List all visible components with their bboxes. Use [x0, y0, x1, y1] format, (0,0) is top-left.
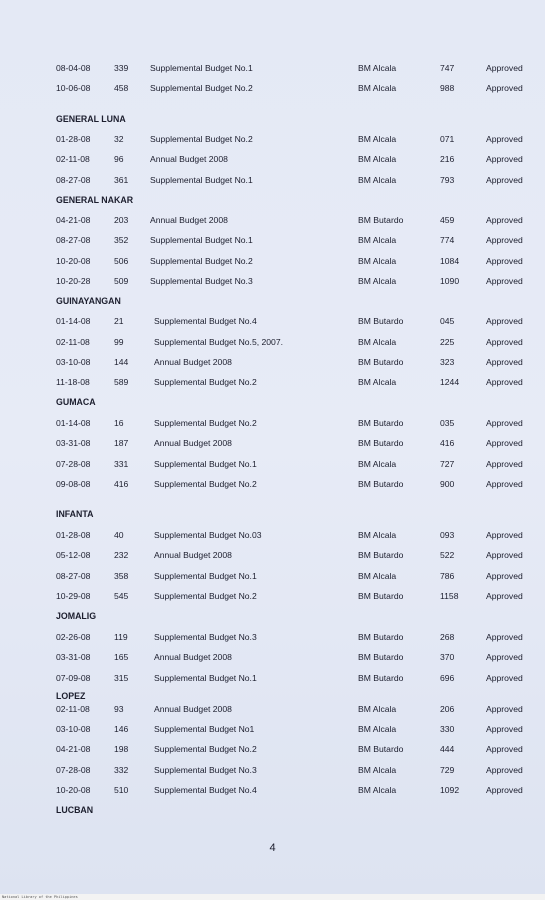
- section-heading: GUINAYANGAN: [56, 296, 121, 306]
- row-ordinance-no: 32: [114, 134, 124, 144]
- row-author: BM Alcala: [358, 256, 397, 266]
- row-author: BM Butardo: [358, 673, 404, 683]
- row-author: BM Alcala: [358, 83, 397, 93]
- row-ordinance-no: 40: [114, 530, 124, 540]
- row-author: BM Alcala: [358, 377, 397, 387]
- row-ordinance-no: 21: [114, 316, 124, 326]
- row-resolution-no: 747: [440, 63, 455, 73]
- row-status: Approved: [486, 63, 523, 73]
- row-date: 03-31-08: [56, 652, 91, 662]
- row-status: Approved: [486, 256, 523, 266]
- row-ordinance-no: 144: [114, 357, 129, 367]
- row-date: 01-28-08: [56, 530, 91, 540]
- row-ordinance-no: 416: [114, 479, 129, 489]
- row-ordinance-no: 119: [114, 632, 128, 642]
- table-row: [0, 722, 545, 736]
- row-title: Supplemental Budget No.2: [154, 377, 257, 387]
- row-date: 02-11-08: [56, 337, 90, 347]
- row-author: BM Butardo: [358, 744, 404, 754]
- table-row: [0, 132, 545, 146]
- row-author: BM Butardo: [358, 550, 404, 560]
- table-row: [0, 233, 545, 247]
- row-title: Supplemental Budget No.1: [154, 571, 257, 581]
- row-author: BM Alcala: [358, 571, 397, 581]
- row-resolution-no: 774: [440, 235, 455, 245]
- row-ordinance-no: 96: [114, 154, 124, 164]
- row-date: 04-21-08: [56, 744, 91, 754]
- row-resolution-no: 216: [440, 154, 455, 164]
- row-title: Supplemental Budget No.1: [150, 175, 253, 185]
- row-status: Approved: [486, 459, 523, 469]
- row-author: BM Alcala: [358, 704, 397, 714]
- row-status: Approved: [486, 134, 523, 144]
- row-date: 01-14-08: [56, 418, 91, 428]
- row-ordinance-no: 232: [114, 550, 129, 560]
- row-date: 10-20-08: [56, 256, 91, 266]
- row-title: Annual Budget 2008: [154, 438, 232, 448]
- table-row: [0, 254, 545, 268]
- row-date: 03-10-08: [56, 357, 91, 367]
- row-resolution-no: 206: [440, 704, 455, 714]
- row-ordinance-no: 165: [114, 652, 129, 662]
- row-ordinance-no: 93: [114, 704, 124, 714]
- table-row: [0, 528, 545, 542]
- section-heading: GUMACA: [56, 397, 96, 407]
- row-resolution-no: 793: [440, 175, 455, 185]
- row-ordinance-no: 352: [114, 235, 129, 245]
- row-date: 10-20-28: [56, 276, 91, 286]
- row-author: BM Alcala: [358, 63, 397, 73]
- table-row: [0, 763, 545, 777]
- row-title: Supplemental Budget No.2: [150, 83, 253, 93]
- row-status: Approved: [486, 765, 523, 775]
- row-title: Supplemental Budget No.5, 2007.: [154, 337, 283, 347]
- row-status: Approved: [486, 571, 523, 581]
- row-title: Supplemental Budget No.1: [154, 673, 257, 683]
- row-ordinance-no: 187: [114, 438, 129, 448]
- row-author: BM Alcala: [358, 175, 397, 185]
- row-resolution-no: 727: [440, 459, 455, 469]
- row-date: 03-31-08: [56, 438, 91, 448]
- row-ordinance-no: 458: [114, 83, 129, 93]
- row-title: Supplemental Budget No.3: [154, 765, 257, 775]
- row-title: Supplemental Budget No1: [154, 724, 255, 734]
- row-ordinance-no: 332: [114, 765, 129, 775]
- row-status: Approved: [486, 785, 523, 795]
- row-author: BM Butardo: [358, 418, 404, 428]
- row-title: Annual Budget 2008: [154, 704, 232, 714]
- row-status: Approved: [486, 652, 523, 662]
- row-title: Annual Budget 2008: [150, 154, 228, 164]
- row-resolution-no: 729: [440, 765, 455, 775]
- table-row: [0, 436, 545, 450]
- row-author: BM Alcala: [358, 276, 397, 286]
- table-row: [0, 702, 545, 716]
- table-row: [0, 355, 545, 369]
- row-status: Approved: [486, 479, 523, 489]
- row-author: BM Alcala: [358, 530, 397, 540]
- row-resolution-no: 1158: [440, 591, 459, 601]
- row-resolution-no: 696: [440, 673, 455, 683]
- row-resolution-no: 900: [440, 479, 455, 489]
- row-title: Annual Budget 2008: [154, 357, 232, 367]
- row-date: 08-27-08: [56, 175, 91, 185]
- row-ordinance-no: 331: [114, 459, 129, 469]
- row-title: Supplemental Budget No.3: [154, 632, 257, 642]
- row-resolution-no: 330: [440, 724, 455, 734]
- table-row: [0, 589, 545, 603]
- row-date: 07-28-08: [56, 459, 91, 469]
- table-row: [0, 416, 545, 430]
- row-author: BM Butardo: [358, 632, 404, 642]
- row-date: 01-14-08: [56, 316, 91, 326]
- row-status: Approved: [486, 377, 523, 387]
- row-resolution-no: 786: [440, 571, 455, 581]
- row-status: Approved: [486, 316, 523, 326]
- table-row: [0, 213, 545, 227]
- row-resolution-no: 323: [440, 357, 455, 367]
- row-resolution-no: 1244: [440, 377, 460, 387]
- section-heading: JOMALIG: [56, 611, 97, 621]
- row-resolution-no: 416: [440, 438, 455, 448]
- row-status: Approved: [486, 215, 523, 225]
- row-date: 01-28-08: [56, 134, 91, 144]
- row-title: Supplemental Budget No.2: [150, 134, 253, 144]
- row-status: Approved: [486, 744, 523, 754]
- row-status: Approved: [486, 83, 523, 93]
- row-date: 02-11-08: [56, 154, 90, 164]
- row-ordinance-no: 589: [114, 377, 129, 387]
- row-date: 07-09-08: [56, 673, 91, 683]
- row-title: Supplemental Budget No.2: [154, 744, 257, 754]
- row-resolution-no: 1090: [440, 276, 460, 286]
- row-ordinance-no: 358: [114, 571, 129, 581]
- row-title: Supplemental Budget No.2: [154, 591, 257, 601]
- row-author: BM Butardo: [358, 438, 404, 448]
- row-date: 11-18-08: [56, 377, 90, 387]
- row-date: 09-08-08: [56, 479, 91, 489]
- page-number: 4: [269, 842, 276, 854]
- row-date: 10-20-08: [56, 785, 91, 795]
- row-status: Approved: [486, 276, 523, 286]
- row-title: Supplemental Budget No.2: [150, 256, 253, 266]
- row-status: Approved: [486, 337, 523, 347]
- row-resolution-no: 1084: [440, 256, 460, 266]
- row-ordinance-no: 198: [114, 744, 129, 754]
- row-status: Approved: [486, 550, 523, 560]
- row-ordinance-no: 315: [114, 673, 129, 683]
- row-title: Annual Budget 2008: [154, 550, 232, 560]
- row-author: BM Alcala: [358, 724, 397, 734]
- row-resolution-no: 370: [440, 652, 455, 662]
- row-status: Approved: [486, 704, 523, 714]
- row-title: Supplemental Budget No.1: [150, 235, 253, 245]
- section-heading: GENERAL NAKAR: [56, 195, 134, 205]
- row-status: Approved: [486, 724, 523, 734]
- table-row: [0, 335, 545, 349]
- row-author: BM Alcala: [358, 235, 397, 245]
- table-row: [0, 457, 545, 471]
- row-date: 04-21-08: [56, 215, 91, 225]
- row-author: BM Butardo: [358, 652, 404, 662]
- row-ordinance-no: 16: [114, 418, 124, 428]
- row-resolution-no: 268: [440, 632, 455, 642]
- row-resolution-no: 071: [440, 134, 455, 144]
- row-ordinance-no: 509: [114, 276, 129, 286]
- row-author: BM Alcala: [358, 134, 397, 144]
- table-row: [0, 742, 545, 756]
- row-date: 08-27-08: [56, 235, 91, 245]
- row-ordinance-no: 99: [114, 337, 124, 347]
- row-status: Approved: [486, 673, 523, 683]
- row-resolution-no: 035: [440, 418, 455, 428]
- row-resolution-no: 045: [440, 316, 455, 326]
- row-author: BM Butardo: [358, 215, 404, 225]
- table-row: [0, 569, 545, 583]
- row-date: 10-29-08: [56, 591, 91, 601]
- row-status: Approved: [486, 235, 523, 245]
- row-title: Supplemental Budget No.4: [154, 316, 257, 326]
- row-title: Supplemental Budget No.03: [154, 530, 262, 540]
- row-status: Approved: [486, 591, 523, 601]
- table-row: [0, 375, 545, 389]
- row-author: BM Alcala: [358, 785, 397, 795]
- section-heading: INFANTA: [56, 509, 94, 519]
- table-row: [0, 314, 545, 328]
- row-status: Approved: [486, 438, 523, 448]
- row-author: BM Butardo: [358, 591, 404, 601]
- row-ordinance-no: 545: [114, 591, 129, 601]
- row-date: 10-06-08: [56, 83, 91, 93]
- row-ordinance-no: 339: [114, 63, 129, 73]
- section-heading: GENERAL LUNA: [56, 114, 126, 124]
- row-resolution-no: 093: [440, 530, 455, 540]
- row-author: BM Alcala: [358, 337, 397, 347]
- row-title: Supplemental Budget No.3: [150, 276, 253, 286]
- table-row: [0, 671, 545, 685]
- row-title: Supplemental Budget No.4: [154, 785, 257, 795]
- row-author: BM Alcala: [358, 459, 397, 469]
- row-title: Supplemental Budget No.1: [154, 459, 257, 469]
- row-resolution-no: 444: [440, 744, 455, 754]
- row-status: Approved: [486, 154, 523, 164]
- row-author: BM Butardo: [358, 357, 404, 367]
- row-date: 02-26-08: [56, 632, 91, 642]
- section-heading: LUCBAN: [56, 805, 94, 815]
- row-title: Annual Budget 2008: [154, 652, 232, 662]
- row-resolution-no: 1092: [440, 785, 460, 795]
- row-author: BM Alcala: [358, 154, 397, 164]
- row-date: 03-10-08: [56, 724, 91, 734]
- table-row: [0, 173, 545, 187]
- table-row: [0, 630, 545, 644]
- row-ordinance-no: 506: [114, 256, 129, 266]
- row-title: Supplemental Budget No.1: [150, 63, 253, 73]
- row-ordinance-no: 361: [114, 175, 129, 185]
- row-author: BM Butardo: [358, 316, 404, 326]
- table-row: [0, 152, 545, 166]
- row-status: Approved: [486, 530, 523, 540]
- row-date: 02-11-08: [56, 704, 90, 714]
- row-title: Supplemental Budget No.2: [154, 479, 257, 489]
- row-author: BM Alcala: [358, 765, 397, 775]
- table-row: [0, 81, 545, 95]
- row-date: 08-27-08: [56, 571, 91, 581]
- row-resolution-no: 225: [440, 337, 455, 347]
- row-resolution-no: 988: [440, 83, 455, 93]
- row-resolution-no: 522: [440, 550, 455, 560]
- row-title: Annual Budget 2008: [150, 215, 228, 225]
- table-row: [0, 477, 545, 491]
- row-status: Approved: [486, 175, 523, 185]
- row-ordinance-no: 510: [114, 785, 129, 795]
- footer-watermark: National Library of the Philippines: [0, 894, 545, 900]
- row-status: Approved: [486, 632, 523, 642]
- row-author: BM Butardo: [358, 479, 404, 489]
- row-resolution-no: 459: [440, 215, 455, 225]
- row-ordinance-no: 146: [114, 724, 129, 734]
- row-status: Approved: [486, 357, 523, 367]
- row-status: Approved: [486, 418, 523, 428]
- table-row: [0, 274, 545, 288]
- row-ordinance-no: 203: [114, 215, 129, 225]
- row-date: 05-12-08: [56, 550, 91, 560]
- row-title: Supplemental Budget No.2: [154, 418, 257, 428]
- row-date: 08-04-08: [56, 63, 91, 73]
- table-row: [0, 61, 545, 75]
- table-row: [0, 650, 545, 664]
- row-date: 07-28-08: [56, 765, 91, 775]
- section-heading: LOPEZ: [56, 691, 86, 701]
- table-row: [0, 783, 545, 797]
- table-row: [0, 548, 545, 562]
